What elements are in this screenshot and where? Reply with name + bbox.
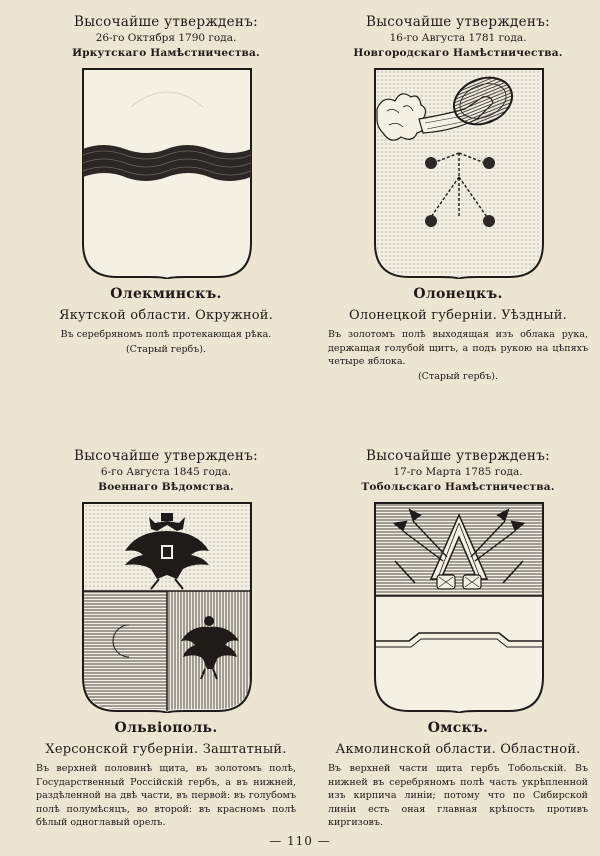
apple-icon	[425, 157, 437, 169]
arms-entry-olonetsk	[308, 14, 600, 384]
blazon-text: Въ золотомъ полѣ выходящая изъ облака рука, держащая голубой щитъ, а подъ рукою на цѣпяхъ четыре яблока.	[328, 329, 588, 367]
shield-omsk	[373, 501, 545, 713]
town-region: Якутской области. Окружной.	[59, 308, 273, 323]
approval-authority: Новгородскаго Намѣстничества.	[353, 47, 563, 59]
page-number: — 110 —	[269, 834, 331, 848]
apple-icon	[483, 157, 495, 169]
approval-authority: Военнаго Вѣдомства.	[98, 481, 234, 493]
approval-date: 26-го Октября 1790 года.	[95, 32, 237, 44]
shield-olonetsk	[373, 67, 545, 279]
arms-entry-olviopol	[16, 448, 316, 830]
arms-entry-olekminsk	[16, 14, 316, 357]
town-name: Олонецкъ.	[413, 286, 503, 302]
approval-date: 16-го Августа 1781 года.	[389, 32, 527, 44]
approval-date: 6-го Августа 1845 года.	[100, 466, 232, 478]
approval-authority: Иркутскаго Намѣстничества.	[72, 47, 260, 59]
town-name: Ольвіополь.	[114, 720, 218, 736]
blazon-text: Въ верхней части щита гербъ Тобольскій. Въ нижней въ серебряномъ полѣ часть укрѣпленной изъ кирпича линіи; потому что по Сибирской линіи есть оная главная крѣпость противъ киргизовъ.	[328, 763, 588, 828]
approval-authority: Тобольскаго Намѣстничества.	[361, 481, 555, 493]
blazon-note: (Старый гербъ).	[417, 370, 499, 382]
town-name: Омскъ.	[427, 720, 489, 736]
town-name: Олекминскъ.	[110, 286, 222, 302]
approval-heading: Высочайше утвержденъ:	[74, 448, 258, 464]
blazon-note: (Старый гербъ).	[125, 343, 207, 355]
town-region: Херсонской губерніи. Заштатный.	[45, 742, 287, 757]
blazon-text: Въ серебряномъ полѣ протекающая рѣка.	[60, 329, 272, 340]
approval-heading: Высочайше утвержденъ:	[366, 14, 550, 30]
blazon-text: Въ верхней половинѣ щита, въ золотомъ полѣ, Государственный Россійскій гербъ, а въ нижней, раздѣленной на двѣ части, въ первой: въ голубомъ полѣ полумѣсяцъ, во второй: въ красномъ полѣ бѣлый одноглавый орелъ.	[36, 763, 296, 828]
town-region: Акмолинской области. Областной.	[335, 742, 581, 757]
apple-icon	[425, 215, 437, 227]
arms-entry-omsk	[308, 448, 600, 830]
approval-heading: Высочайше утвержденъ:	[366, 448, 550, 464]
shield-olviopol	[81, 501, 253, 713]
shield-olekminsk	[81, 67, 253, 279]
town-region: Олонецкой губерніи. Уѣздный.	[349, 308, 567, 323]
approval-date: 17-го Марта 1785 года.	[393, 466, 523, 478]
apple-icon	[483, 215, 495, 227]
approval-heading: Высочайше утвержденъ:	[74, 14, 258, 30]
